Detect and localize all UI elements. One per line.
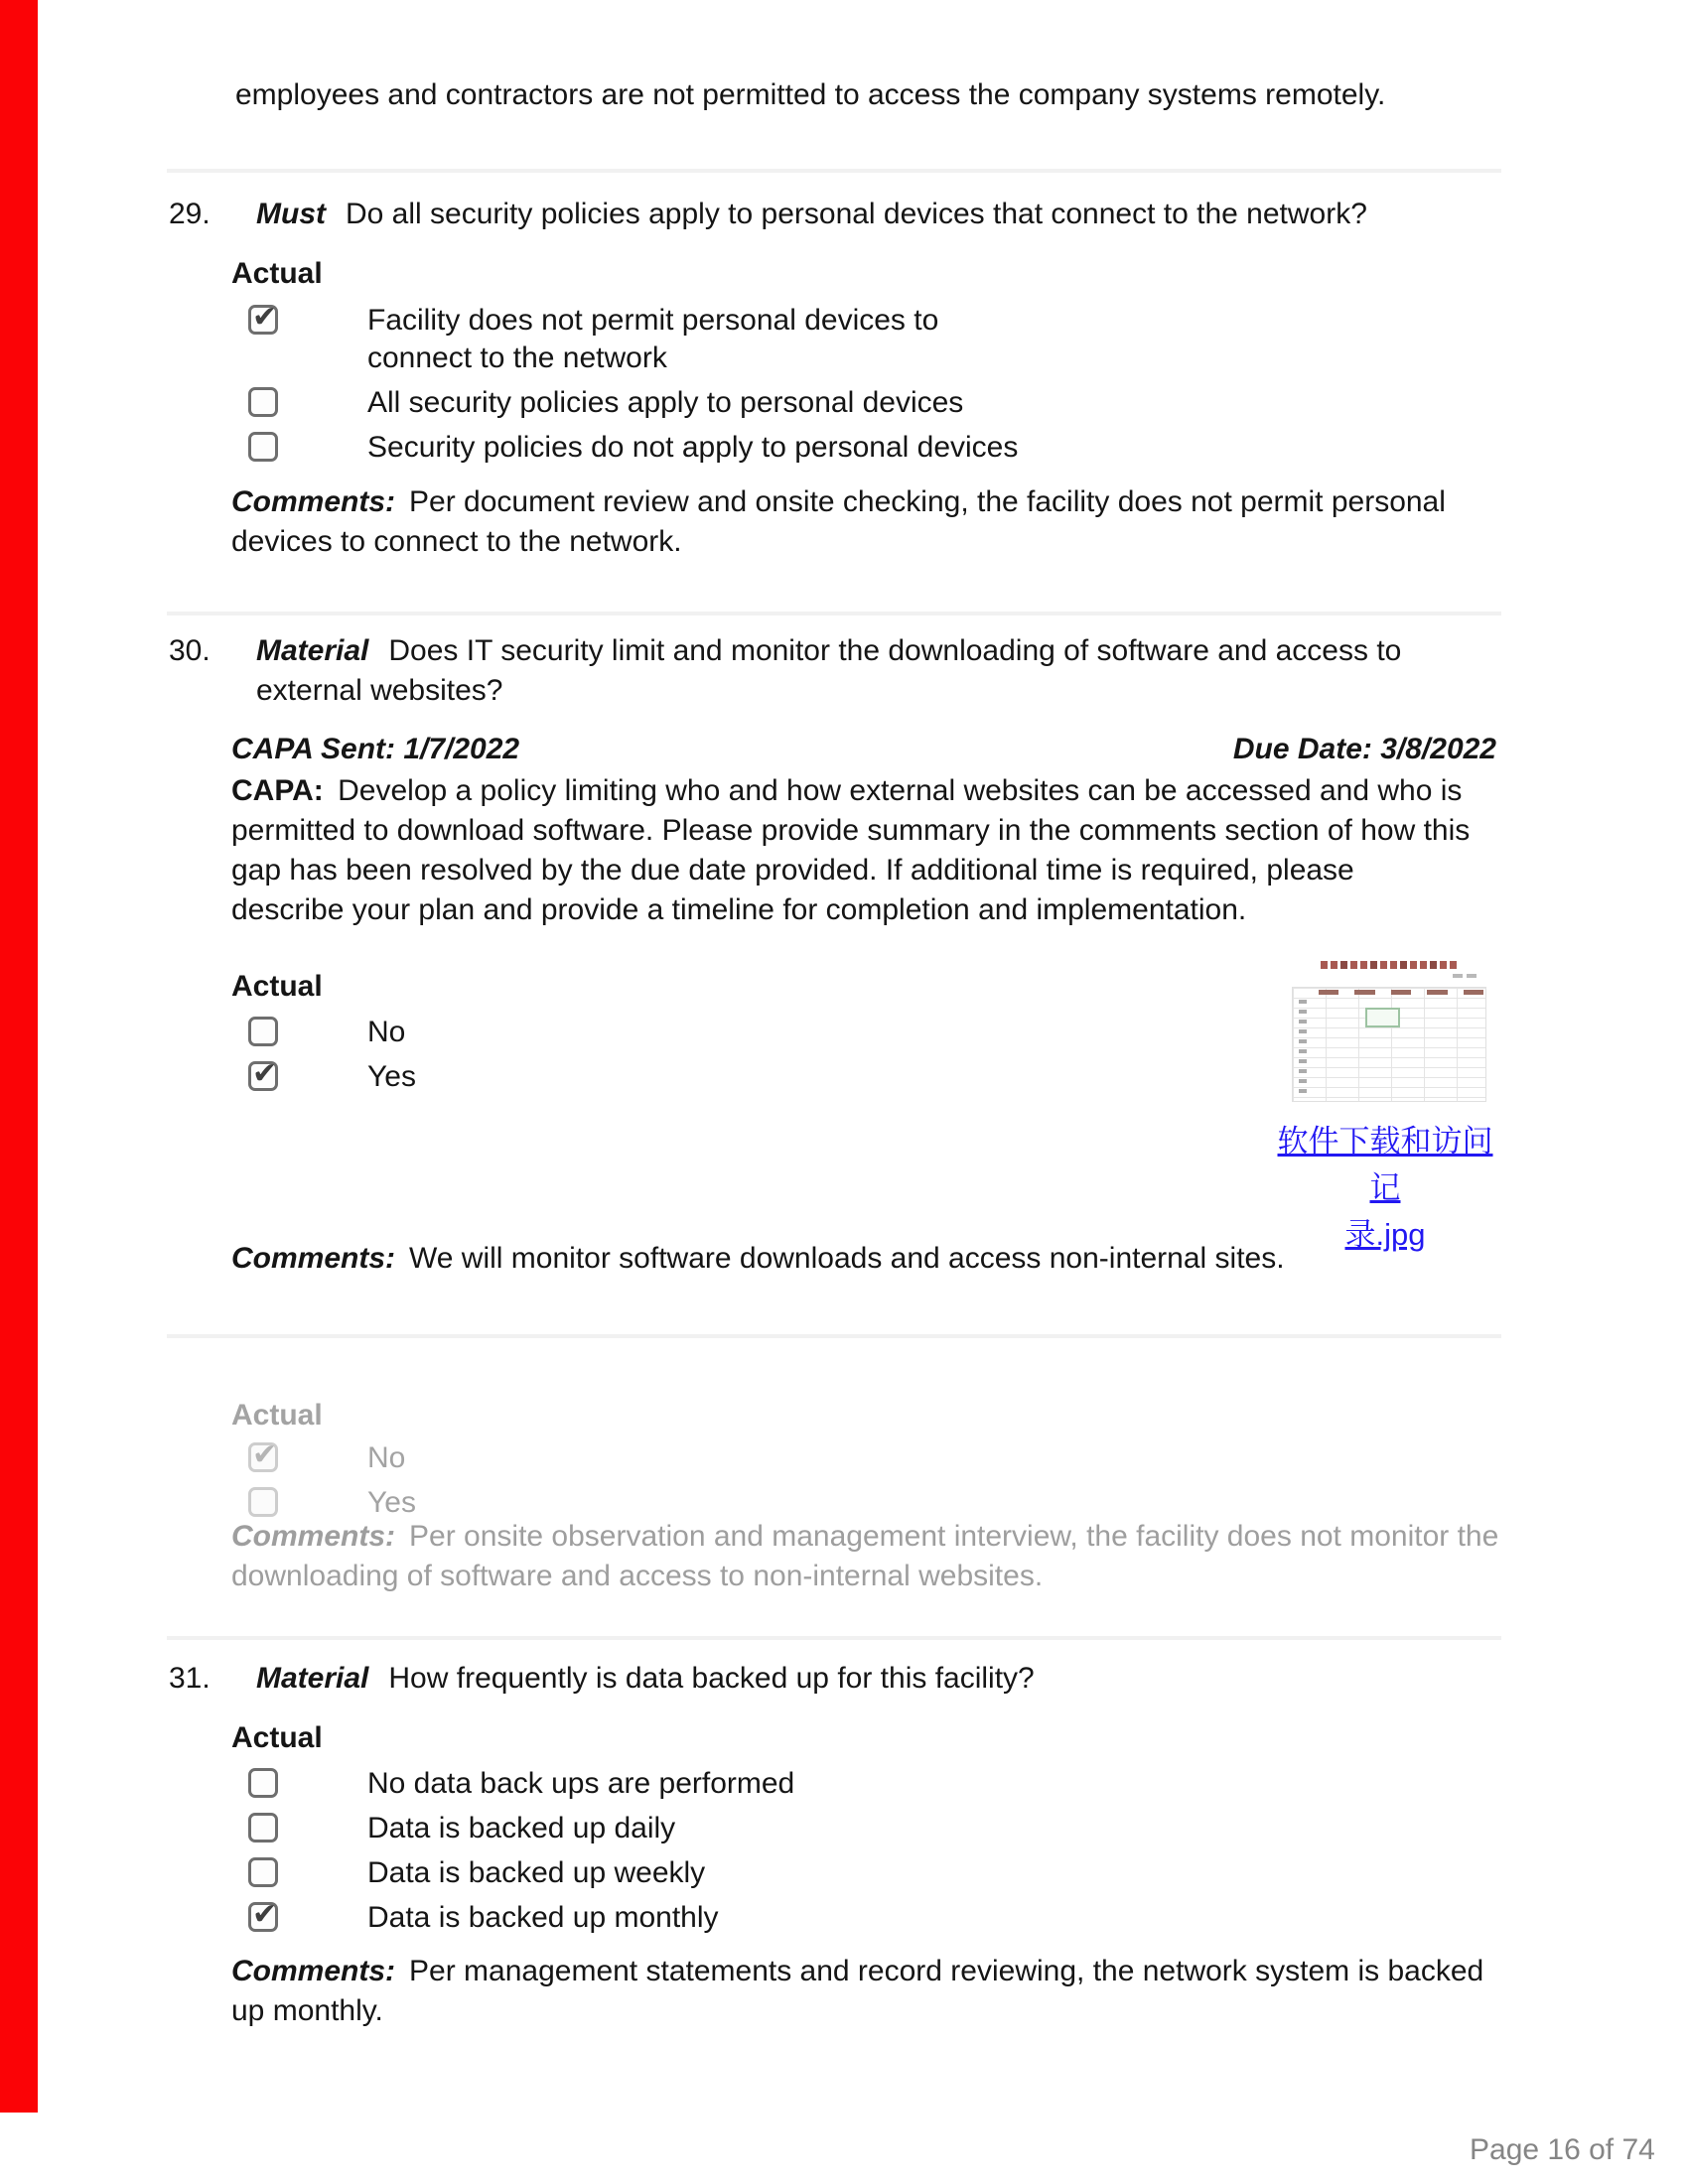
question-29-severity: Must — [256, 198, 326, 230]
q30-comments — [231, 1239, 1468, 1279]
thumbnail-row-numbers — [1299, 1000, 1307, 1099]
q30-previous-option-no-label: No — [367, 1441, 406, 1474]
q31-comments-text: Per management statements and record reviewing, the network system is backed up monthly. — [231, 1955, 1484, 2027]
q30-previous-option-no-checkbox — [248, 1442, 278, 1472]
q31-option-2-label: Data is backed up daily — [367, 1812, 676, 1844]
q30-capa-label: CAPA: — [231, 774, 324, 807]
question-30-text — [256, 631, 1487, 711]
thumbnail-title-marks — [1286, 955, 1490, 971]
q30-previous-comments-text: Per onsite observation and management interview, the facility does not monitor the downloading of software and access to non-internal websites. — [231, 1520, 1499, 1592]
q29-option-row — [248, 302, 1340, 377]
q29-comments — [231, 482, 1468, 562]
q30-option-yes-label: Yes — [367, 1060, 416, 1093]
q29-option-row — [248, 429, 1340, 467]
q29-comments-text: Per document review and onsite checking, the facility does not permit personal devices to connect to the network. — [231, 485, 1446, 558]
q30-actual-heading: Actual — [231, 970, 323, 1003]
q30-previous-option-yes-label: Yes — [367, 1486, 416, 1519]
q31-option-1-label: No data back ups are performed — [367, 1767, 795, 1800]
page-number-indicator: Page 16 of 74 — [1470, 2133, 1655, 2166]
q29-option-1-checkbox[interactable] — [248, 305, 278, 335]
question-30-severity: Material — [256, 634, 369, 667]
q31-option-4-checkbox[interactable] — [248, 1902, 278, 1932]
section-divider — [167, 169, 1501, 173]
q30-previous-actual-heading: Actual — [231, 1399, 323, 1432]
question-30-number: 30. — [169, 634, 211, 667]
q30-comments-text: We will monitor software downloads and access non-internal sites. — [409, 1242, 1285, 1275]
left-red-accent-bar — [0, 0, 38, 2113]
q31-option-row — [248, 1854, 1489, 1892]
q29-options — [248, 302, 1340, 474]
q31-actual-heading: Actual — [231, 1721, 323, 1754]
question-31-body: How frequently is data backed up for this facility? — [388, 1662, 1035, 1695]
section-divider — [167, 1334, 1501, 1338]
q29-comments-label: Comments: — [231, 485, 396, 518]
question-30-body: Does IT security limit and monitor the downloading of software and access to external websites? — [256, 634, 1402, 707]
attachment-thumbnail-spreadsheet[interactable] — [1286, 955, 1490, 1106]
q29-option-row — [248, 384, 1340, 422]
thumbnail-grid — [1292, 987, 1486, 1102]
q31-options — [248, 1765, 1489, 1944]
question-31-text — [256, 1659, 1487, 1699]
q31-comments — [231, 1952, 1512, 2031]
q30-capa-dates-row — [231, 730, 1496, 769]
q31-option-1-checkbox[interactable] — [248, 1768, 278, 1798]
section-divider — [167, 612, 1501, 615]
q29-option-3-checkbox[interactable] — [248, 432, 278, 462]
thumbnail-selected-cell — [1365, 1008, 1400, 1027]
q30-capa-sent-date: CAPA Sent: 1/7/2022 — [231, 733, 520, 765]
q29-option-1-label: Facility does not permit personal devices to connect to the network — [367, 304, 939, 374]
q30-previous-options — [248, 1439, 1489, 1529]
attachment-link-line2[interactable]: 录.jpg — [1344, 1217, 1426, 1252]
q31-option-row — [248, 1765, 1489, 1803]
thumbnail-subtitle-marks — [1286, 971, 1490, 981]
q29-option-3-label: Security policies do not apply to personal devices — [367, 431, 1019, 464]
attachment-link-line1[interactable]: 软件下载和访问记 — [1277, 1124, 1493, 1205]
question-29 — [0, 195, 1688, 234]
q30-previous-option-row — [248, 1439, 1489, 1477]
q30-option-no-label: No — [367, 1016, 406, 1048]
q31-option-3-checkbox[interactable] — [248, 1857, 278, 1887]
question-30 — [0, 631, 1688, 711]
question-31-severity: Material — [256, 1662, 369, 1695]
section-divider — [167, 1636, 1501, 1640]
q29-actual-heading: Actual — [231, 257, 323, 290]
q30-capa-text: Develop a policy limiting who and how external websites can be accessed and who is permitted to download software. Please provide summary in the comments section of how this gap has been resolved by the due date provided. If additional time is required, please describe your plan and provide a timeline for completion and implementation. — [231, 774, 1471, 926]
question-29-number: 29. — [169, 198, 211, 230]
q30-option-yes-checkbox[interactable] — [248, 1061, 278, 1091]
q30-capa-due-date: Due Date: 3/8/2022 — [1232, 733, 1496, 765]
q31-option-3-label: Data is backed up weekly — [367, 1856, 706, 1889]
q31-option-4-label: Data is backed up monthly — [367, 1901, 719, 1934]
q30-previous-comments — [231, 1517, 1512, 1596]
q31-option-row — [248, 1810, 1489, 1847]
q31-comments-label: Comments: — [231, 1955, 396, 1987]
thumbnail-header-row — [1301, 990, 1483, 998]
question-29-body: Do all security policies apply to personal devices that connect to the network? — [346, 198, 1367, 230]
intro-continuation-text: employees and contractors are not permitted to access the company systems remotely. — [235, 78, 1386, 111]
q30-option-no-checkbox[interactable] — [248, 1017, 278, 1046]
q30-capa-paragraph — [231, 771, 1471, 930]
attachment-link[interactable] — [1269, 1118, 1501, 1258]
q31-option-2-checkbox[interactable] — [248, 1813, 278, 1843]
question-31 — [0, 1659, 1688, 1699]
q30-comments-label: Comments: — [231, 1242, 396, 1275]
question-31-number: 31. — [169, 1662, 211, 1695]
question-29-text — [256, 195, 1487, 234]
q30-previous-option-yes-checkbox — [248, 1487, 278, 1517]
q29-option-2-label: All security policies apply to personal devices — [367, 386, 964, 419]
q31-option-row — [248, 1899, 1489, 1937]
q29-option-2-checkbox[interactable] — [248, 387, 278, 417]
q30-previous-comments-label: Comments: — [231, 1520, 396, 1553]
